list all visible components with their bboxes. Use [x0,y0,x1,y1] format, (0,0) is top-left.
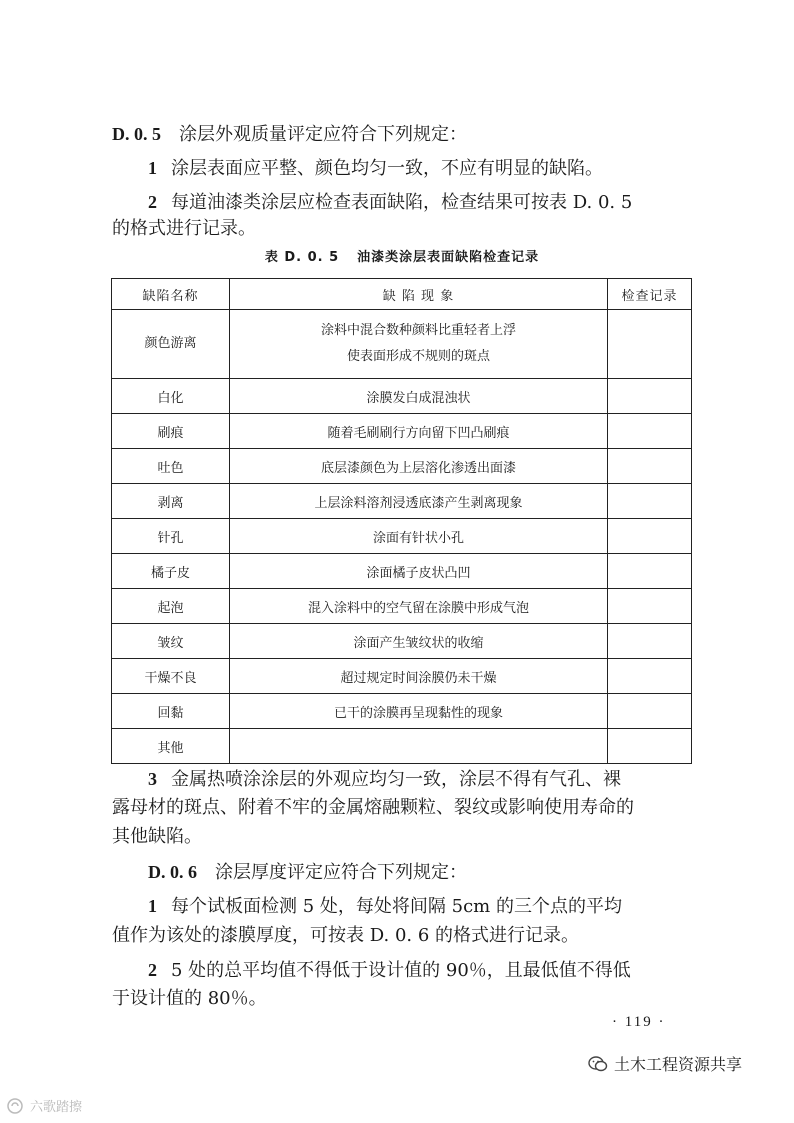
table-row [112,554,692,589]
item-number: 1 [148,158,157,178]
defect-name-cell: 回黏 [112,694,230,729]
table-row [112,659,692,694]
section-d05-item-2-line-2: 的格式进行记录。 [112,218,256,239]
defect-desc-cell: 涂膜发白成混浊状 [230,379,608,414]
record-cell[interactable] [608,519,692,554]
watermark-left-text: 六歌踏擦 [30,1100,83,1115]
defect-name-cell: 针孔 [112,519,230,554]
item-3-line-2: 露母材的斑点、附着不牢的金属熔融颗粒、裂纹或影响使用寿命的 [112,797,634,818]
table-row [112,414,692,449]
item-text: 金属热喷涂涂层的外观应均匀一致，涂层不得有气孔、裸 [171,769,621,790]
table-row [112,589,692,624]
record-cell[interactable] [608,484,692,519]
defect-desc-cell: 超过规定时间涂膜仍未干燥 [230,659,608,694]
table-header-row [112,279,692,310]
item-text: 涂层表面应平整、颜色均匀一致，不应有明显的缺陷。 [171,158,603,179]
defect-name-cell: 其他 [112,729,230,764]
header-defect-phenomenon: 缺 陷 现 象 [230,279,608,310]
defect-desc-cell: 涂面有针状小孔 [230,519,608,554]
section-number: D. 0. 6 [148,862,197,882]
defect-desc-cell: 涂面橘子皮状凸凹 [230,554,608,589]
defect-name-cell: 颜色游离 [112,310,230,379]
record-cell[interactable] [608,554,692,589]
item-number: 2 [148,192,157,212]
item-text: 每道油漆类涂层应检查表面缺陷，检查结果可按表 D. 0. 5 [171,192,633,213]
section-d06-heading [112,855,692,890]
watermark-left [6,1096,82,1115]
table-row [112,310,692,379]
item-3-line-3: 其他缺陷。 [112,826,202,847]
item-number: 2 [148,960,157,980]
table-row [112,624,692,659]
defect-desc-cell: 底层漆颜色为上层溶化渗透出面漆 [230,449,608,484]
table-code: 表 D. 0. 5 [264,250,340,265]
section-heading-text: 涂层外观质量评定应符合下列规定： [179,124,467,145]
wechat-icon [588,1055,608,1073]
section-d05-heading [112,117,692,152]
item-number: 1 [148,896,157,916]
table-title [112,246,692,265]
record-cell[interactable] [608,414,692,449]
table-row [112,519,692,554]
defect-desc-cell: 已干的涂膜再呈现黏性的现象 [230,694,608,729]
record-cell[interactable] [608,379,692,414]
section-number: D. 0. 5 [112,124,161,144]
section-d06-item-2-line-2: 于设计值的 80％。 [112,988,267,1009]
header-defect-name: 缺陷名称 [112,279,230,310]
defect-inspection-table [111,278,692,764]
item-text: 每个试板面检测 5 处，每处将间隔 5cm 的三个点的平均 [171,896,622,917]
defect-name-cell: 橘子皮 [112,554,230,589]
defect-name-cell: 起泡 [112,589,230,624]
table-row [112,484,692,519]
section-d05-item-1 [112,151,692,186]
item-number: 3 [148,769,157,789]
record-cell[interactable] [608,659,692,694]
defect-name-cell: 干燥不良 [112,659,230,694]
table-title-text: 油漆类涂层表面缺陷检查记录 [357,250,540,265]
record-cell[interactable] [608,310,692,379]
record-cell[interactable] [608,589,692,624]
defect-desc-cell [230,729,608,764]
defect-desc-cell: 随着毛刷刷行方向留下凹凸刷痕 [230,414,608,449]
page-number: · 119 · [612,1014,666,1030]
logo-icon [6,1097,26,1115]
defect-name-cell: 剥离 [112,484,230,519]
record-cell[interactable] [608,624,692,659]
defect-name-cell: 皱纹 [112,624,230,659]
table-row [112,379,692,414]
item-text: 5 处的总平均值不得低于设计值的 90％，且最低值不得低 [171,960,631,981]
record-cell[interactable] [608,729,692,764]
defect-name-cell: 吐色 [112,449,230,484]
table-row [112,449,692,484]
table-row [112,729,692,764]
header-inspection-record: 检查记录 [608,279,692,310]
defect-name-cell: 白化 [112,379,230,414]
defect-desc-cell [230,310,608,379]
section-d06-item-1-line-2: 值作为该处的漆膜厚度，可按表 D. 0. 6 的格式进行记录。 [112,925,580,946]
defect-desc-line: 涂料中混合数种颜料比重轻者上浮 [320,323,516,338]
defect-desc-cell: 混入涂料中的空气留在涂膜中形成气泡 [230,589,608,624]
watermark-right-text: 土木工程资源共享 [614,1055,743,1074]
watermark-right [588,1052,742,1075]
section-heading-text: 涂层厚度评定应符合下列规定： [215,862,467,883]
defect-desc-line: 使表面形成不规则的斑点 [346,349,490,364]
record-cell[interactable] [608,449,692,484]
table-row [112,694,692,729]
defect-desc-cell: 上层涂料溶剂浸透底漆产生剥离现象 [230,484,608,519]
defect-name-cell: 刷痕 [112,414,230,449]
defect-desc-cell: 涂面产生皱纹状的收缩 [230,624,608,659]
record-cell[interactable] [608,694,692,729]
